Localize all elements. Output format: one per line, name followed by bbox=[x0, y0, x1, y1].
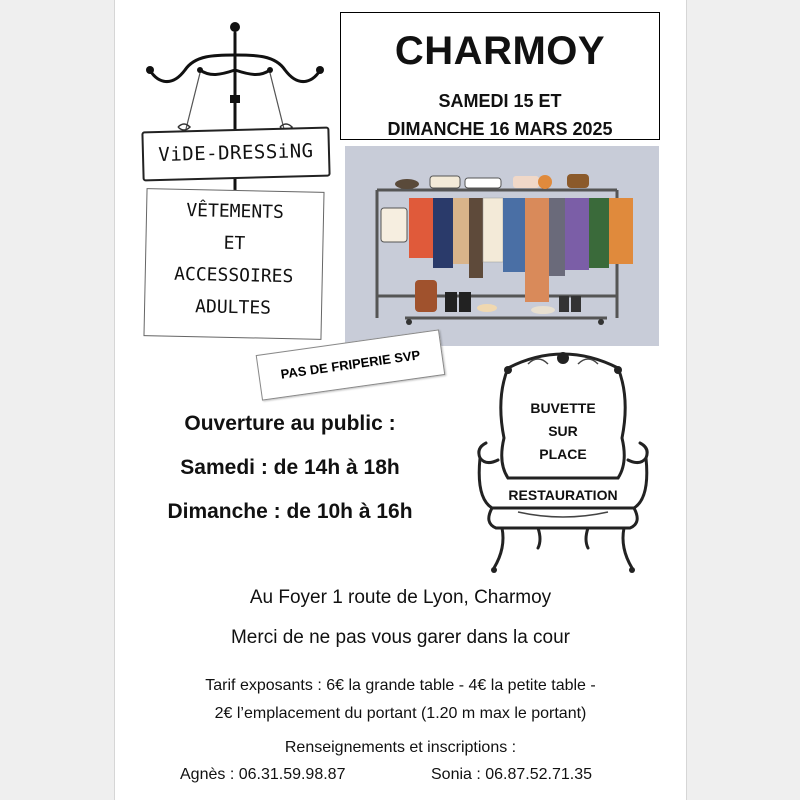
contact-sonia: Sonia : 06.87.52.71.35 bbox=[431, 766, 593, 783]
chair-text-buvette: BUVETTE bbox=[530, 400, 596, 416]
items-line-and: ET bbox=[223, 232, 246, 255]
chair-text-sur: SUR bbox=[548, 423, 578, 439]
no-thrift-label: PAS DE FRIPERIE SVP bbox=[279, 347, 422, 382]
event-town-title: CHARMOY bbox=[394, 29, 606, 73]
parking-text: Merci de ne pas vous garer dans la cour bbox=[230, 627, 570, 648]
contact-heading: Renseignements et inscriptions : bbox=[284, 739, 517, 756]
vide-dressing-label: ViDE-DRESSiNG bbox=[158, 139, 314, 167]
contact-agnes: Agnès : 06.31.59.98.87 bbox=[180, 766, 346, 783]
event-date-line2: DIMANCHE 16 MARS 2025 bbox=[387, 119, 613, 139]
pricing-line1: Tarif exposants : 6€ la grande table - 4€ la petite table - bbox=[205, 677, 596, 694]
opening-heading: Ouverture au public : bbox=[184, 412, 396, 435]
event-date-line1: SAMEDI 15 ET bbox=[438, 91, 562, 111]
opening-sunday: Dimanche : de 10h à 16h bbox=[167, 500, 413, 523]
title-box bbox=[340, 12, 660, 140]
chair-text-restauration: RESTAURATION bbox=[508, 487, 618, 503]
ornate-chair-illustration bbox=[468, 348, 658, 578]
items-line-clothes: VÊTEMENTS bbox=[186, 199, 285, 224]
pricing-line2: 2€ l’emplacement du portant (1.20 m max le portant) bbox=[214, 705, 587, 722]
address-text: Au Foyer 1 route de Lyon, Charmoy bbox=[249, 587, 552, 608]
items-line-adults: ADULTES bbox=[194, 296, 272, 319]
items-box bbox=[143, 188, 324, 340]
items-line-accessories: ACCESSOIRES bbox=[173, 263, 294, 288]
opening-saturday: Samedi : de 14h à 18h bbox=[180, 456, 400, 479]
clothing-rack-illustration bbox=[345, 146, 659, 346]
vide-dressing-sign bbox=[141, 127, 330, 182]
chair-text-place: PLACE bbox=[539, 446, 587, 462]
